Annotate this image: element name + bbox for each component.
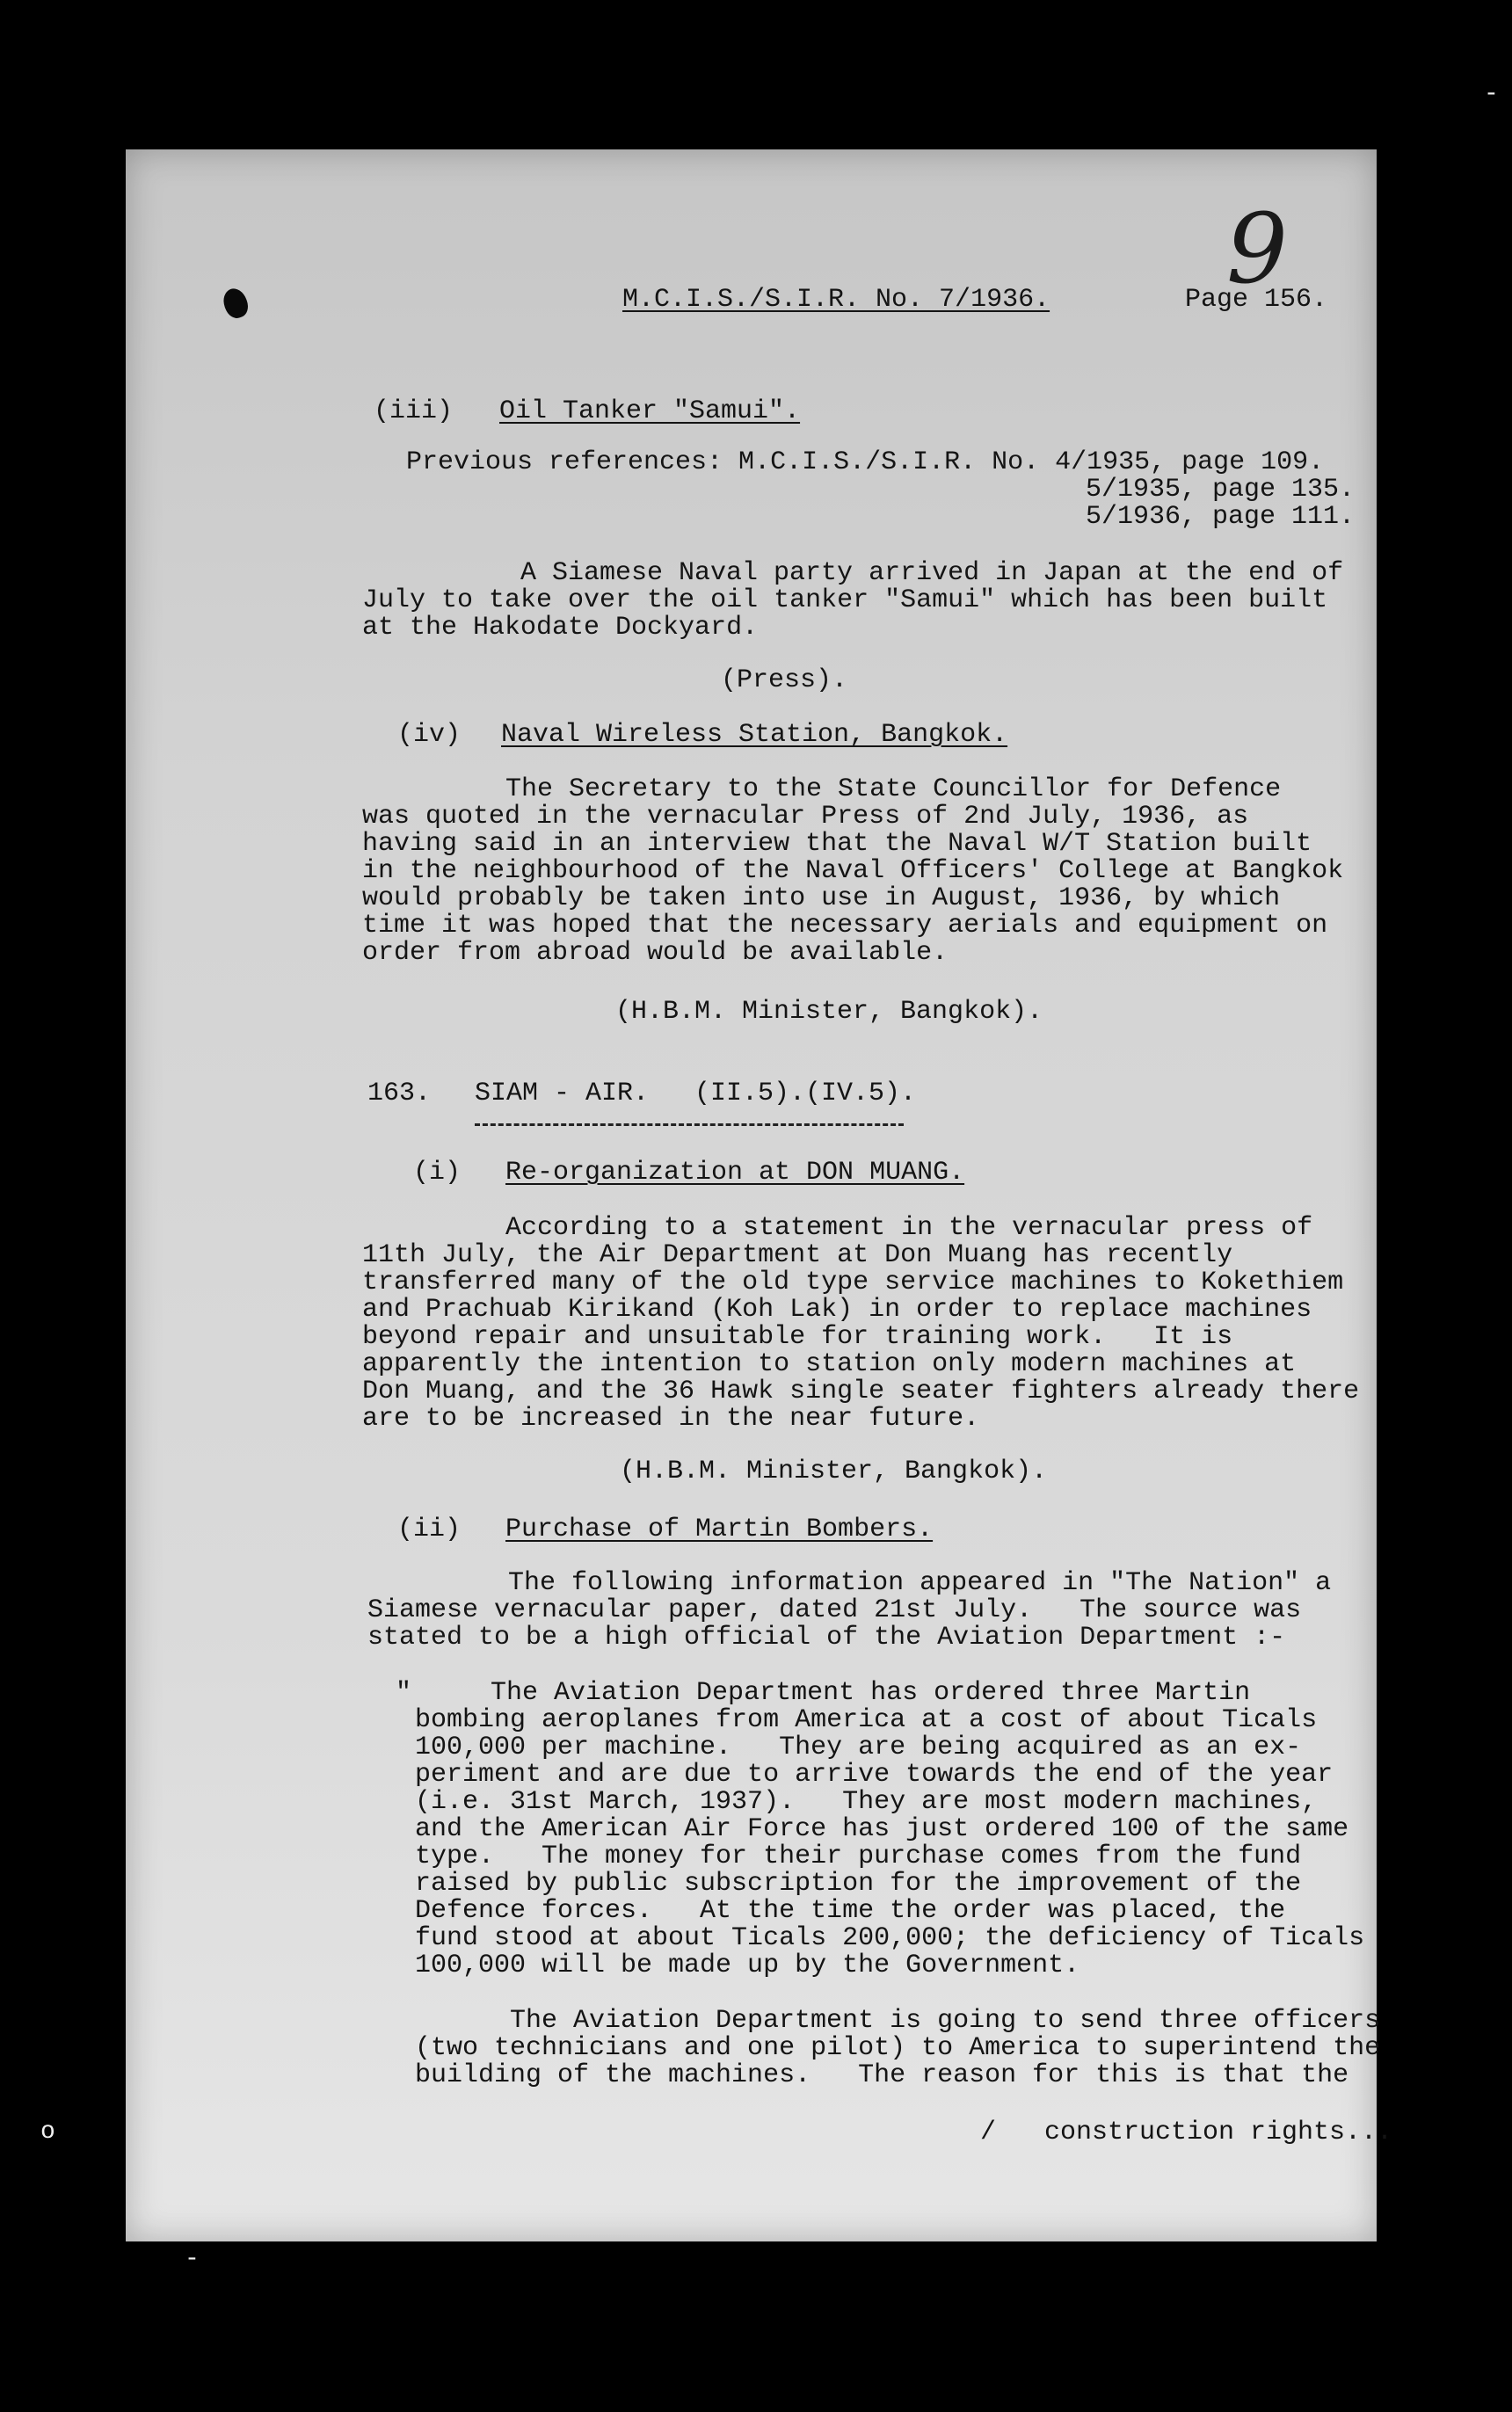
edge-speck: - — [1484, 81, 1499, 108]
paragraph-line: apparently the intention to station only modern machines at — [362, 1349, 1297, 1379]
quoted-line: periment and are due to arrive towards the end of the year — [415, 1760, 1334, 1790]
quoted-line: and the American Air Force has just ordered 100 of the same — [415, 1814, 1349, 1844]
source-note: (H.B.M. Minister, Bangkok). — [620, 1457, 1048, 1486]
paragraph-line: 11th July, the Air Department at Don Muang has recently — [362, 1240, 1233, 1270]
paragraph-line: (two technicians and one pilot) to America to superintend the — [415, 2033, 1381, 2063]
paragraph-line: A Siamese Naval party arrived in Japan at the end of — [520, 558, 1344, 588]
paragraph-line: stated to be a high official of the Aviation Department :- — [367, 1623, 1286, 1653]
paragraph-line: The following information appeared in "The Nation" a — [508, 1568, 1332, 1598]
paragraph-line: having said in an interview that the Naval W/T Station built — [362, 829, 1312, 859]
paragraph-number: 163. — [367, 1079, 432, 1108]
quoted-line: 100,000 per machine. They are being acquired as an ex- — [415, 1733, 1302, 1762]
section-number: (i) — [413, 1158, 462, 1188]
paragraph-line: beyond repair and unsuitable for training work. It is — [362, 1322, 1233, 1352]
quoted-line: 100,000 will be made up by the Government. — [415, 1951, 1080, 1980]
paragraph-line: in the neighbourhood of the Naval Officers' College at Bangkok — [362, 856, 1344, 886]
section-title: Purchase of Martin Bombers. — [505, 1515, 934, 1544]
edge-speck: - — [185, 2246, 200, 2273]
quoted-line: bombing aeroplanes from America at a cost of about Ticals — [415, 1705, 1318, 1735]
edge-speck: o — [40, 2118, 55, 2146]
paragraph-line: July to take over the oil tanker "Samui" which has been built — [362, 585, 1328, 615]
paragraph-line: building of the machines. The reason for this is that the — [415, 2060, 1349, 2090]
section-heading: SIAM - AIR. — [475, 1079, 650, 1108]
catchword-slash: / — [980, 2118, 997, 2147]
section-number: (iii) — [374, 396, 454, 426]
previous-references: 5/1936, page 111. — [1086, 502, 1356, 532]
section-codes: (II.5).(IV.5). — [694, 1079, 917, 1108]
handwritten-folio-number: 9 — [1226, 193, 1288, 305]
section-title: Re-organization at DON MUANG. — [505, 1158, 965, 1188]
paragraph-line: was quoted in the vernacular Press of 2nd July, 1936, as — [362, 802, 1249, 832]
paragraph-line: are to be increased in the near future. — [362, 1404, 980, 1434]
document-reference: M.C.I.S./S.I.R. No. 7/1936. — [622, 285, 1050, 315]
paragraph-line: would probably be taken into use in August, 1936, by which — [362, 883, 1281, 913]
quoted-line: (i.e. 31st March, 1937). They are most modern machines, — [415, 1787, 1318, 1817]
section-title: Oil Tanker "Samui". — [499, 396, 801, 426]
page-number: Page 156. — [1185, 285, 1328, 315]
source-note: (H.B.M. Minister, Bangkok). — [615, 997, 1043, 1027]
paragraph-line: at the Hakodate Dockyard. — [362, 613, 759, 643]
paragraph-line: order from abroad would be available. — [362, 938, 949, 968]
paragraph-line: The Aviation Department is going to send three officers — [510, 2006, 1381, 2036]
section-number: (ii) — [397, 1515, 462, 1544]
quoted-line: fund stood at about Ticals 200,000; the deficiency of Ticals — [415, 1923, 1365, 1953]
previous-references: 5/1935, page 135. — [1086, 475, 1356, 505]
previous-references: Previous references: M.C.I.S./S.I.R. No. 4/1935, page 109. — [406, 447, 1325, 477]
paragraph-line: The Secretary to the State Councillor for Defence — [505, 774, 1282, 804]
paragraph-line: and Prachuab Kirikand (Koh Lak) in order to replace machines — [362, 1295, 1312, 1325]
quoted-line: Defence forces. At the time the order was placed, the — [415, 1896, 1286, 1926]
section-title: Naval Wireless Station, Bangkok. — [501, 720, 1008, 750]
paragraph-line: According to a statement in the vernacular press of — [505, 1213, 1313, 1243]
paragraph-line: transferred many of the old type service machines to Kokethiem — [362, 1268, 1344, 1297]
section-number: (iv) — [397, 720, 462, 750]
quoted-line: " The Aviation Department has ordered three Martin — [396, 1678, 1251, 1708]
paragraph-line: Siamese vernacular paper, dated 21st July. The source was — [367, 1595, 1302, 1625]
dashed-underline — [475, 1123, 904, 1126]
quoted-line: raised by public subscription for the improvement of the — [415, 1869, 1302, 1899]
paragraph-line: Don Muang, and the 36 Hawk single seater fighters already there — [362, 1377, 1360, 1406]
quoted-line: type. The money for their purchase comes from the fund — [415, 1842, 1302, 1871]
catchword: construction rights... — [1044, 2118, 1393, 2147]
paragraph-line: time it was hoped that the necessary aerials and equipment on — [362, 911, 1328, 941]
source-note: (Press). — [721, 665, 848, 695]
